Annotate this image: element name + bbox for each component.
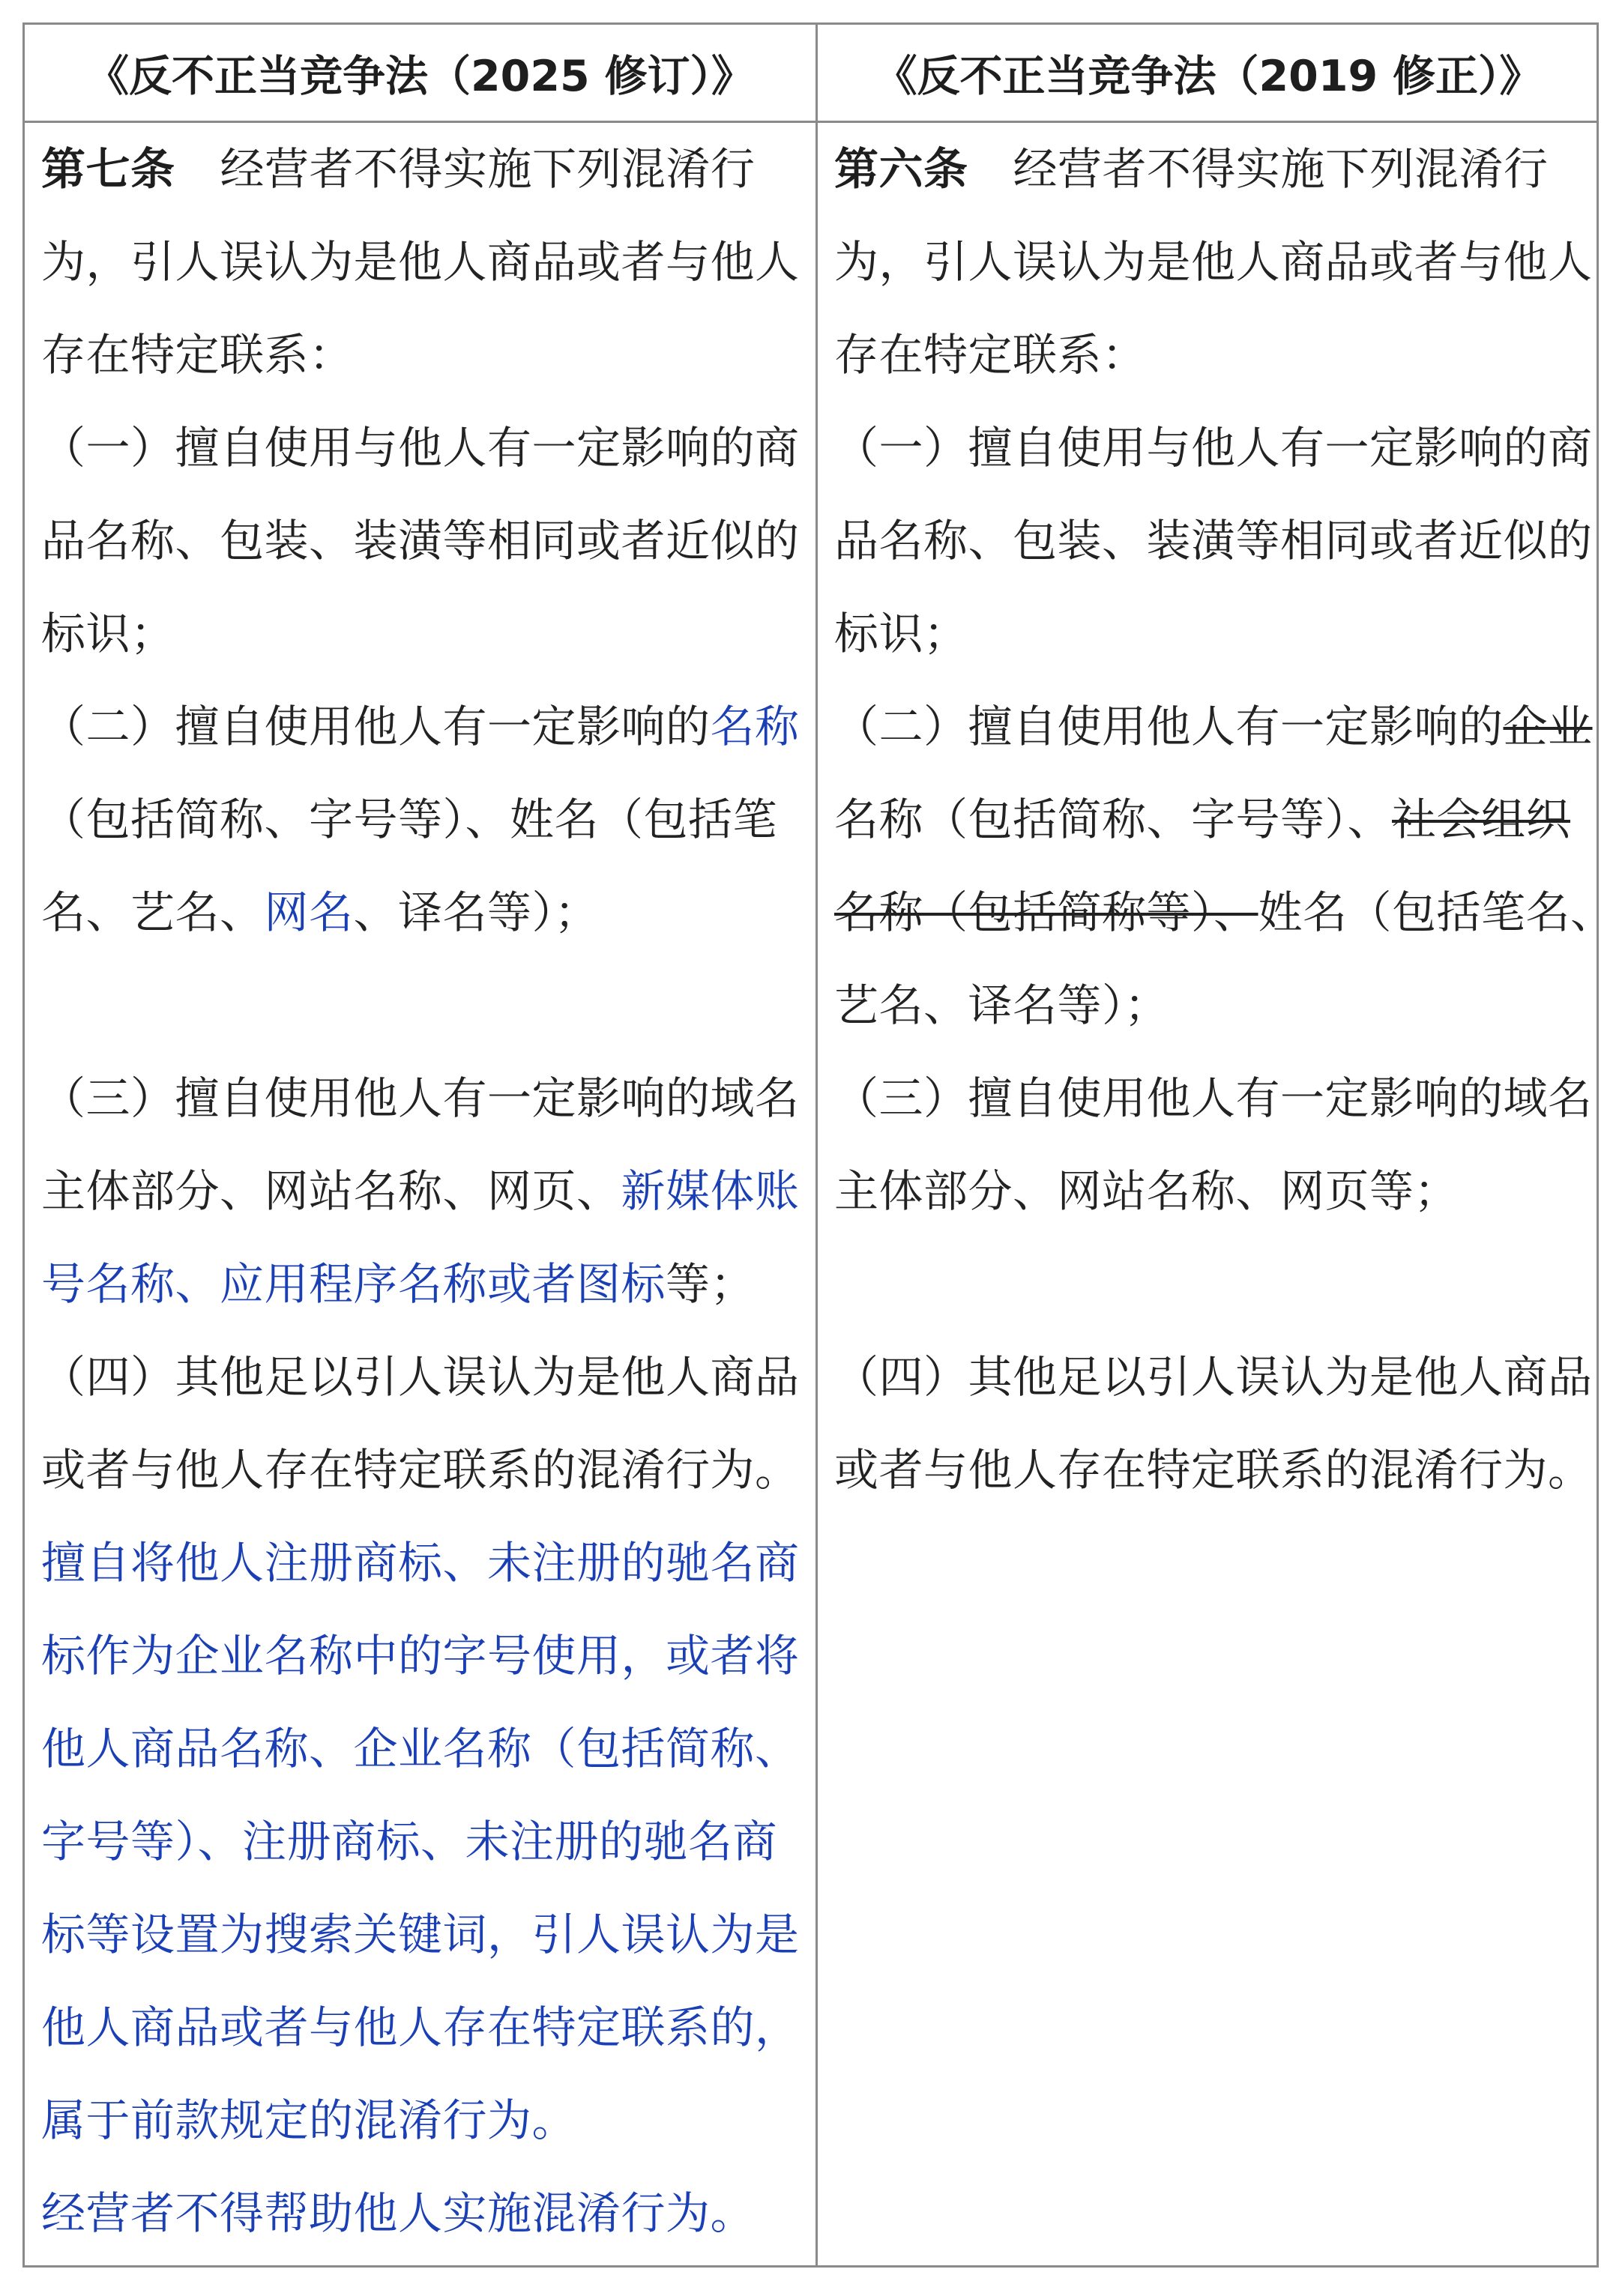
deleted-text: 社会组织 xyxy=(1392,794,1571,845)
text-line xyxy=(834,680,1593,773)
column-divider xyxy=(815,25,818,2265)
deleted-text: 企业 xyxy=(1503,701,1593,752)
text-line: 或者与他人存在特定联系的混淆行为。 xyxy=(834,1444,1593,1496)
added-text: 号名称、应用程序名称或者图标 xyxy=(41,1258,666,1310)
text-line: 或者与他人存在特定联系的混淆行为。 xyxy=(41,1444,800,1496)
line-text: 名称（包括简称、字号等）、 xyxy=(834,794,1393,845)
added-text: 经营者不得帮助他人实施混淆行为。 xyxy=(41,2187,756,2239)
text-line xyxy=(41,866,599,959)
text-line xyxy=(41,1145,800,1238)
text-line: （一）擅自使用与他人有一定影响的商 xyxy=(834,422,1593,474)
added-text: 字号等）、注册商标、未注册的驰名商 xyxy=(41,1816,778,1867)
text-line: （一）擅自使用与他人有一定影响的商 xyxy=(41,422,800,474)
text-line: （四）其他足以引人误认为是他人商品 xyxy=(834,1351,1593,1403)
line-text: （二）擅自使用他人有一定影响的 xyxy=(41,701,711,752)
text-line: 为，引人误认为是他人商品或者与他人 xyxy=(834,236,1593,288)
line-text: 姓名（包括笔名、 xyxy=(1258,886,1615,938)
article-number: 第六条 xyxy=(834,143,968,195)
text-line: （四）其他足以引人误认为是他人商品 xyxy=(41,1351,800,1403)
text-line xyxy=(41,680,800,773)
added-text: 新媒体账 xyxy=(621,1165,800,1217)
added-text: 属于前款规定的混淆行为。 xyxy=(41,2094,577,2146)
line-text: 、译名等）； xyxy=(353,886,600,938)
text-line xyxy=(834,773,1570,866)
text-line: 存在特定联系： xyxy=(41,329,354,381)
header-2025: 《反不正当竞争法（2025 修订）》 xyxy=(86,52,754,101)
text-line xyxy=(834,866,1615,959)
text-line: 品名称、包装、装潢等相同或者近似的 xyxy=(41,515,800,567)
article-number: 第七条 xyxy=(41,143,175,195)
text-line: 主体部分、网站名称、网页等； xyxy=(834,1165,1459,1217)
text-line: （三）擅自使用他人有一定影响的域名 xyxy=(41,1072,800,1124)
text-line: 标识； xyxy=(834,608,968,659)
added-text: 擅自将他人注册商标、未注册的驰名商 xyxy=(41,1537,800,1589)
line-text: （二）擅自使用他人有一定影响的 xyxy=(834,701,1504,752)
text-line: （三）擅自使用他人有一定影响的域名 xyxy=(834,1072,1593,1124)
text-line xyxy=(41,123,756,216)
added-text: 标作为企业名称中的字号使用，或者将 xyxy=(41,1630,800,1682)
added-text: 他人商品或者与他人存在特定联系的， xyxy=(41,2002,800,2053)
text-line: 标识； xyxy=(41,608,175,659)
added-text: 名称 xyxy=(710,701,800,752)
header-2019: 《反不正当竞争法（2019 修正）》 xyxy=(874,52,1543,101)
text-line: 品名称、包装、装潢等相同或者近似的 xyxy=(834,515,1593,567)
text-line: 艺名、译名等）； xyxy=(834,979,1169,1031)
text-line: 存在特定联系： xyxy=(834,329,1147,381)
text-line xyxy=(41,1238,755,1331)
added-text: 标等设置为搜索关键词，引人误认为是 xyxy=(41,1909,800,1960)
line-text: 名、艺名、 xyxy=(41,886,265,938)
text-line: 为，引人误认为是他人商品或者与他人 xyxy=(41,236,800,288)
line-text: 等； xyxy=(666,1258,756,1310)
added-text: 他人商品名称、企业名称（包括简称、 xyxy=(41,1723,800,1774)
added-text: 网名 xyxy=(264,886,354,938)
deleted-text: 名称（包括简称等）、 xyxy=(834,886,1258,938)
comparison-table xyxy=(22,22,1615,2268)
text-line: （包括简称、字号等）、姓名（包括笔 xyxy=(41,794,778,845)
line-text: 经营者不得实施下列混淆行 xyxy=(220,143,756,195)
line-text: 主体部分、网站名称、网页、 xyxy=(41,1165,621,1217)
line-text: 经营者不得实施下列混淆行 xyxy=(1013,143,1549,195)
text-line xyxy=(834,123,1549,216)
